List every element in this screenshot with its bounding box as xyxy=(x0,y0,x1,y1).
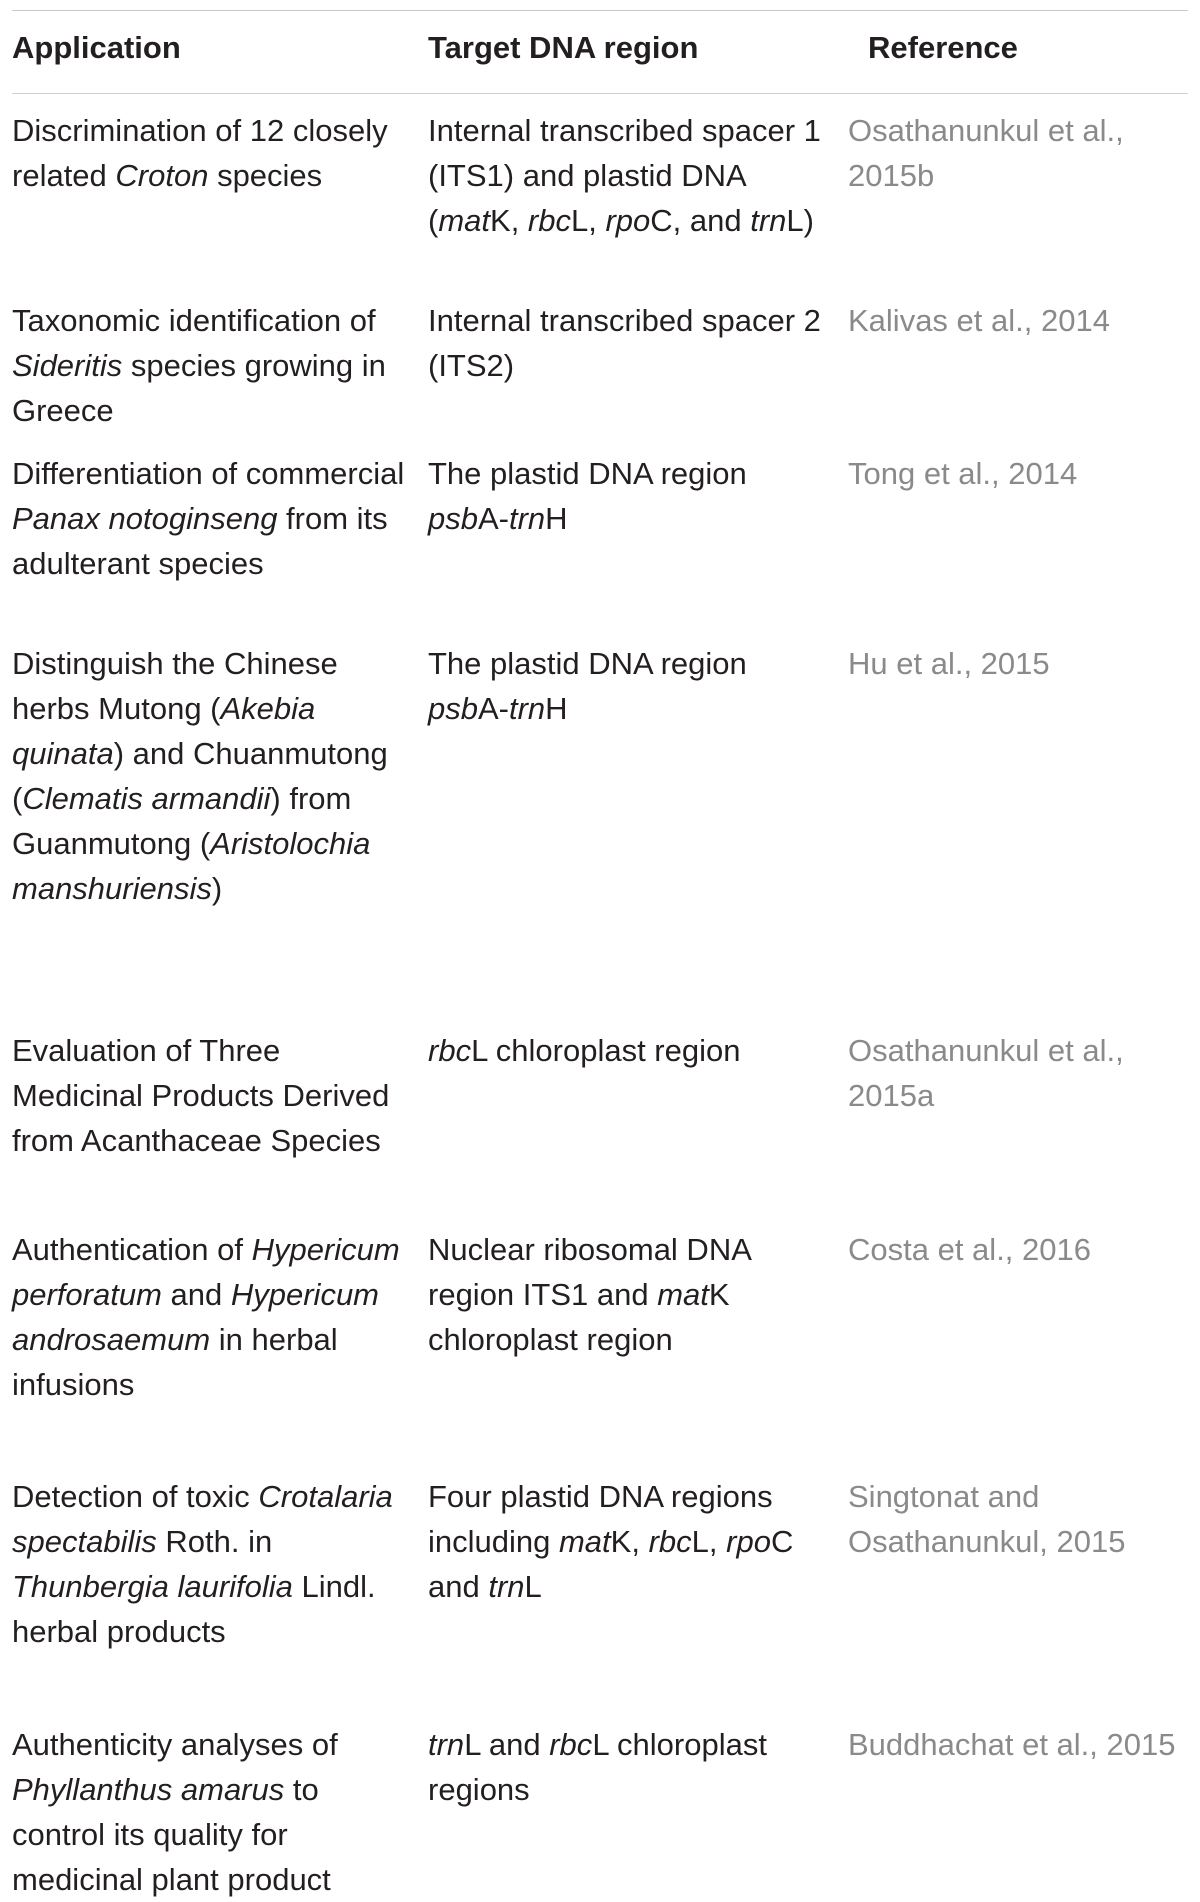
cell-target: trnL and rbcL chloroplast regions xyxy=(428,1727,767,1807)
header-reference: Reference xyxy=(868,30,1018,65)
cell-application: Detection of toxic Crotalaria spectabilis Roth. in Thunbergia laurifolia Lindl. herbal products xyxy=(12,1479,393,1649)
header-application: Application xyxy=(12,30,181,65)
cell-reference: Tong et al., 2014 xyxy=(848,456,1078,491)
cell-application: Distinguish the Chinese herbs Mutong (Akebia quinata) and Chuanmutong (Clematis armandii) from Guanmutong (Aristolochia manshuriensis) xyxy=(12,646,388,906)
cell-reference: Osathanunkul et al., 2015b xyxy=(848,113,1124,193)
cell-reference: Hu et al., 2015 xyxy=(848,646,1050,681)
cell-application: Taxonomic identification of Sideritis species growing in Greece xyxy=(12,303,386,428)
cell-reference: Buddhachat et al., 2015 xyxy=(848,1727,1176,1762)
cell-target: Internal transcribed spacer 2 (ITS2) xyxy=(428,303,821,383)
header-target-dna-region: Target DNA region xyxy=(428,30,699,65)
cell-target: Nuclear ribosomal DNA region ITS1 and matK chloroplast region xyxy=(428,1232,751,1357)
cell-target: The plastid DNA region psbA-trnH xyxy=(428,646,747,726)
cell-application: Discrimination of 12 closely related Croton species xyxy=(12,113,388,193)
cell-reference: Osathanunkul et al., 2015a xyxy=(848,1033,1124,1113)
cell-application: Evaluation of Three Medicinal Products Derived from Acanthaceae Species xyxy=(12,1033,390,1158)
cell-application: Authenticity analyses of Phyllanthus amarus to control its quality for medicinal plant product xyxy=(12,1727,338,1897)
cell-target: Four plastid DNA regions including matK, rbcL, rpoC and trnL xyxy=(428,1479,794,1604)
table-top-rule xyxy=(12,10,1188,11)
cell-reference: Kalivas et al., 2014 xyxy=(848,303,1110,338)
cell-application: Authentication of Hypericum perforatum and Hypericum androsaemum in herbal infusions xyxy=(12,1232,400,1402)
cell-target: Internal transcribed spacer 1 (ITS1) and plastid DNA (matK, rbcL, rpoC, and trnL) xyxy=(428,113,821,238)
header-rule xyxy=(12,93,1188,94)
cell-target: The plastid DNA region psbA-trnH xyxy=(428,456,747,536)
cell-reference: Singtonat and Osathanunkul, 2015 xyxy=(848,1479,1126,1559)
cell-target: rbcL chloroplast region xyxy=(428,1033,741,1068)
cell-reference: Costa et al., 2016 xyxy=(848,1232,1091,1267)
cell-application: Differentiation of commercial Panax notoginseng from its adulterant species xyxy=(12,456,405,581)
